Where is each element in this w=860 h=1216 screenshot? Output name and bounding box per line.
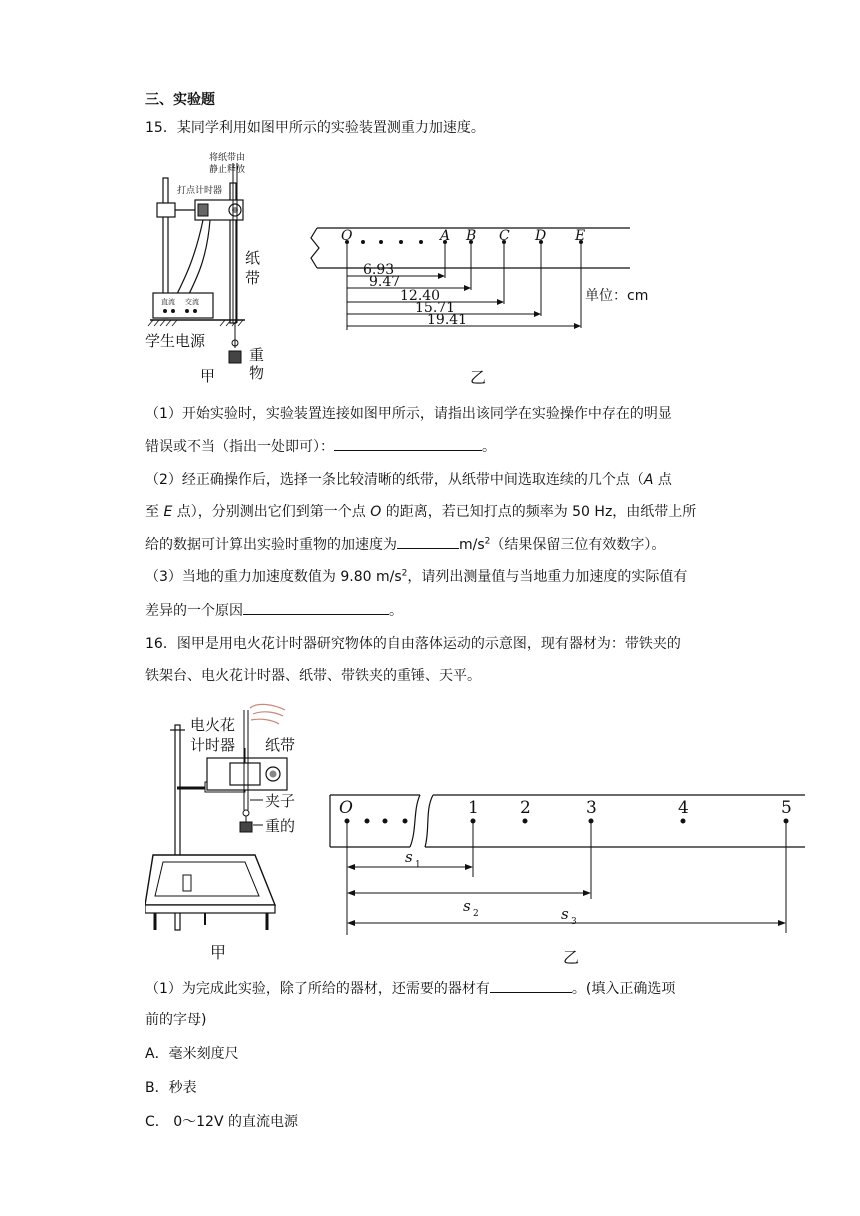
q15-part3-answer-blank[interactable] — [243, 600, 389, 615]
q16-yi-caption: 乙 — [563, 948, 580, 967]
q15-yi-point-O: O — [341, 228, 353, 244]
q15-yi-point-D: D — [535, 228, 547, 244]
q16-stem-line2: 铁架台、电火花计时器、纸带、带铁夹的重锤、天平。 — [145, 668, 481, 684]
q16-jia-weight-label: 重的 — [265, 817, 296, 835]
q15-part1-answer-blank[interactable] — [334, 436, 482, 451]
q16-option-B: B．秒表 — [145, 1080, 197, 1096]
q15-yi-point-C: C — [499, 228, 510, 244]
q16-yi-point-3: 3 — [586, 798, 597, 818]
q16-yi-s3: s — [561, 905, 569, 923]
q16-number: 16． — [145, 636, 177, 652]
q15-part2-text-f: 给的数据可计算出实验时重物的加速度为 — [145, 537, 397, 553]
q15-part2-text-a: （2）经正确操作后，选择一条比较清晰的纸带，从纸带中间选取连续的几个点（ — [145, 472, 644, 488]
q15-part2-text-e: 的距离，若已知打点的频率为 50 Hz，由纸带上所 — [381, 504, 697, 520]
q15-part2-unit-sup: 2 — [484, 536, 491, 547]
q16-yi-s3-sub: 3 — [571, 917, 577, 927]
q15-jia-weight-1: 重 — [249, 346, 265, 364]
q15-part2-line2 — [145, 502, 696, 522]
q15-part1-line1: （1）开始实验时，实验装置连接如图甲所示，请指出该同学在实验操作中存在的明显 — [145, 406, 672, 422]
q15-yi-dist-D: 15.71 — [415, 300, 456, 316]
q15-part3-text-c: 差异的一个原因 — [145, 603, 243, 619]
q15-part1-end: 。 — [482, 439, 496, 455]
q15-part2-text-c: 至 — [145, 504, 164, 520]
q15-jia-release-2: 静止释放 — [209, 165, 246, 175]
q15-part2-answer-blank[interactable] — [397, 534, 459, 549]
q15-jia-timer-label: 打点计时器 — [177, 186, 223, 196]
q15-part3-text-b: ，请列出测量值与当地重力加速度的实际值有 — [407, 569, 688, 585]
q16-stem-line1 — [145, 634, 681, 654]
q15-yi-point-E: E — [575, 228, 586, 244]
q15-part2-text-b: 点 — [653, 472, 672, 488]
q16-yi-point-O: O — [339, 798, 353, 818]
q15-yi-dist-E: 19.41 — [427, 312, 468, 328]
q15-part2-line3 — [145, 534, 665, 555]
q16-figure-yi — [325, 785, 815, 970]
q15-part1-line2 — [145, 436, 496, 457]
q16-part1-text-a: （1）为完成此实验，除了所给的器材，还需要的器材有 — [145, 981, 490, 997]
q15-stem — [145, 118, 485, 138]
q16-yi-s1-sub: 1 — [415, 860, 421, 870]
q15-yi-point-B: B — [466, 228, 477, 244]
q15-part1-text: 错误或不当（指出一处即可）： — [145, 439, 334, 455]
q15-part3-sup: 2 — [401, 568, 408, 579]
q16-part1-line1 — [145, 978, 675, 999]
q16-figure-jia — [145, 700, 330, 965]
q15-part2-point-A: A — [643, 472, 654, 488]
q15-jia-power-label: 学生电源 — [145, 332, 206, 350]
q16-yi-point-2: 2 — [520, 798, 531, 818]
q15-yi-caption: 乙 — [470, 368, 487, 387]
q15-jia-caption: 甲 — [200, 367, 216, 383]
q15-part3-end: 。 — [389, 603, 403, 619]
q16-yi-s2-sub: 2 — [473, 909, 479, 919]
q16-jia-clip-label: 夹子 — [265, 792, 296, 810]
q16-yi-point-4: 4 — [678, 798, 689, 818]
q16-jia-timer-2: 计时器 — [190, 736, 236, 754]
q15-number: 15． — [145, 120, 177, 136]
q15-part2-text-g: （结果保留三位有效数字）。 — [490, 537, 666, 553]
q16-yi-s1: s — [405, 848, 413, 866]
q16-jia-timer-1: 电火花 — [190, 716, 236, 734]
q15-part2-point-E: E — [163, 504, 173, 520]
q15-stem-text: 某同学利用如图甲所示的实验装置测重力加速度。 — [176, 120, 485, 136]
q15-jia-paper-2: 带 — [245, 269, 261, 287]
q16-jia-paper-label: 纸带 — [265, 736, 296, 754]
q16-jia-caption: 甲 — [210, 943, 227, 962]
q15-part2-line1 — [145, 470, 672, 490]
q16-stem-text-a: 图甲是用电火花计时器研究物体的自由落体运动的示意图，现有器材为：带铁夹的 — [176, 636, 681, 652]
q15-jia-weight-2: 物 — [249, 364, 265, 382]
q16-yi-point-5: 5 — [781, 798, 792, 818]
q15-yi-dist-A: 6.93 — [363, 262, 395, 278]
q16-yi-s2: s — [463, 897, 471, 915]
q15-figure-yi — [305, 220, 680, 390]
q16-option-C: C． 0～12V 的直流电源 — [145, 1114, 298, 1130]
q15-part2-text-d: 点），分别测出它们到第一个点 — [172, 504, 371, 520]
q15-part3-text-a: （3）当地的重力加速度数值为 9.80 m/s — [145, 569, 402, 585]
q15-yi-dist-B: 9.47 — [369, 274, 401, 290]
q15-part3-line2 — [145, 600, 403, 621]
q15-yi-dist-C: 12.40 — [400, 288, 441, 304]
q15-jia-release-1: 将纸带由 — [209, 153, 246, 163]
q15-jia-ac: 交流 — [185, 298, 199, 306]
q16-yi-point-1: 1 — [468, 798, 479, 818]
q16-option-A: A．毫米刻度尺 — [145, 1046, 239, 1062]
q15-yi-unit: 单位：cm — [585, 288, 649, 304]
q15-jia-paper-1: 纸 — [245, 249, 261, 267]
q15-part3-line1 — [145, 567, 687, 587]
q15-part2-unit: m/s — [459, 537, 485, 553]
q16-part1-text-b: 。(填入正确选项 — [571, 981, 676, 997]
q15-figure-jia — [145, 148, 285, 383]
q15-jia-dc: 直流 — [161, 298, 175, 306]
section-title: 三、实验题 — [145, 92, 215, 108]
q16-part1-answer-blank[interactable] — [490, 978, 572, 993]
q15-yi-point-A: A — [440, 228, 451, 244]
q15-part2-point-O: O — [370, 504, 382, 520]
q16-part1-line2: 前的字母) — [145, 1012, 207, 1028]
